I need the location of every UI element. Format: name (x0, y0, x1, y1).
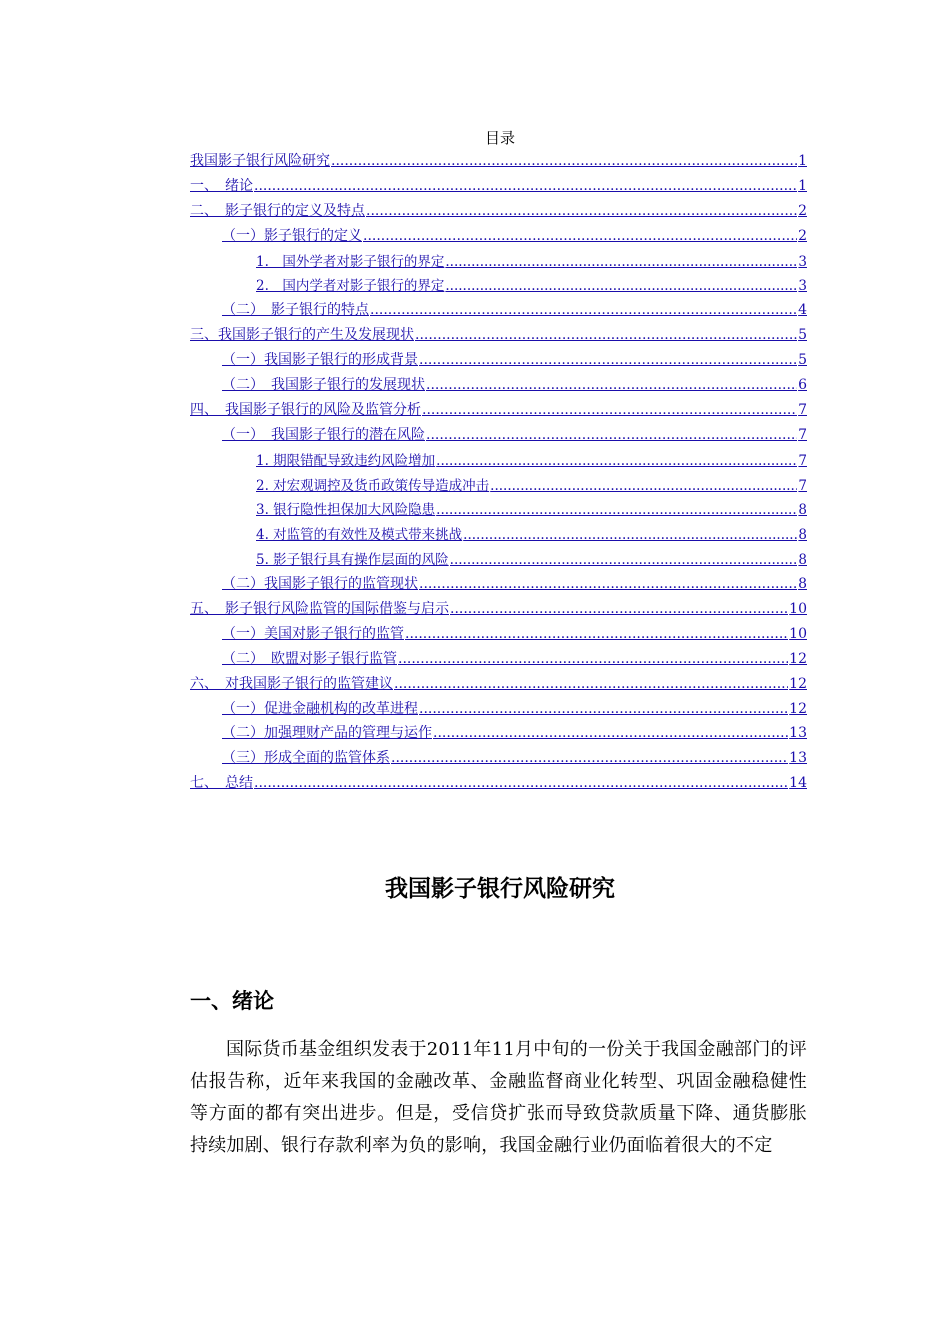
document-title: 我国影子银行风险研究 (385, 876, 615, 902)
toc-entry[interactable] (190, 772, 807, 797)
toc-entry-label: 2. 对宏观调控及货币政策传导造成冲击 (256, 477, 490, 494)
toc-dot-leader (419, 576, 797, 592)
toc-page-number: 8 (798, 552, 807, 569)
toc-entry-label: （一）影子银行的定义 (222, 227, 362, 244)
toc-entry-label: 三、我国影子银行的产生及发展现状 (190, 327, 414, 344)
toc-dot-leader (394, 676, 788, 692)
toc-page-number: 12 (789, 650, 807, 667)
toc-dot-leader (436, 502, 797, 518)
toc-page-number: 12 (789, 675, 807, 692)
toc-entry-label: 七、 总结 (190, 775, 253, 792)
toc-entry[interactable] (190, 523, 807, 548)
toc-page-number: 1 (798, 177, 807, 194)
toc-entry[interactable] (190, 598, 807, 623)
toc-entry[interactable] (190, 200, 807, 225)
toc-dot-leader (463, 527, 797, 543)
toc-page-number: 2 (798, 227, 807, 244)
toc-entry-label: 我国影子银行风险研究 (190, 153, 330, 169)
toc-entry-label: 5. 影子银行具有操作层面的风险 (256, 552, 449, 569)
toc-entry[interactable] (190, 399, 807, 424)
toc-entry-label: （一）美国对影子银行的监管 (222, 625, 404, 642)
toc-entry[interactable] (190, 548, 807, 573)
toc-entry[interactable] (190, 648, 807, 673)
body-paragraph: 国际货币基金组织发表于2011年11月中旬的一份关于我国金融部门的评估报告称，近年来我国的金融改革、金融监督商业化转型、巩固金融稳健性等方面的都有突出进步。但是，受信贷扩张而导致贷款质量下降、通货膨胀持续加剧、银行存款利率为负的影响，我国金融行业仍面临着很大的不定 (190, 1039, 807, 1156)
toc-page-number: 8 (798, 527, 807, 544)
toc-entry-label: （二） 欧盟对影子银行监管 (222, 650, 397, 667)
section-heading: 一、绪论 (190, 989, 274, 1013)
toc-entry[interactable] (190, 722, 807, 747)
toc-entry-label: 4. 对监管的有效性及模式带来挑战 (256, 527, 463, 544)
toc-entry-label: （一） 我国影子银行的潜在风险 (222, 426, 425, 443)
toc-page-number: 1 (798, 153, 807, 169)
toc-entry-label: （三）形成全面的监管体系 (222, 750, 390, 767)
toc-entry[interactable] (190, 150, 807, 175)
toc-page-number: 13 (789, 750, 807, 767)
toc-entry[interactable] (190, 225, 807, 250)
toc-entry-label: （二） 影子银行的特点 (222, 302, 369, 319)
toc-entry[interactable] (190, 498, 807, 523)
toc-entry[interactable] (190, 623, 807, 648)
toc-page-number: 3 (798, 278, 807, 295)
toc-entry[interactable] (190, 747, 807, 772)
toc-page-number: 5 (798, 327, 807, 344)
toc-entry[interactable] (190, 299, 807, 324)
toc-dot-leader (366, 203, 797, 219)
toc-entry[interactable] (190, 349, 807, 374)
toc-entry[interactable] (190, 698, 807, 723)
toc-entry-label: （一）促进金融机构的改革进程 (222, 700, 418, 717)
toc-entry-label: 二、 影子银行的定义及特点 (190, 202, 365, 219)
toc-entry[interactable] (190, 673, 807, 698)
toc-dot-leader (254, 775, 788, 791)
toc-page-number: 7 (798, 477, 807, 494)
toc-entry-label: 四、 我国影子银行的风险及监管分析 (190, 401, 421, 418)
toc-entry-label: 3. 银行隐性担保加大风险隐患 (256, 502, 436, 519)
toc-dot-leader (450, 601, 788, 617)
toc-entry[interactable] (190, 474, 807, 499)
toc-page-number: 13 (789, 725, 807, 742)
toc-dot-leader (426, 377, 797, 393)
toc-page-number: 5 (798, 352, 807, 369)
toc-entry-label: 1. 国外学者对影子银行的界定 (256, 253, 445, 270)
toc-dot-leader (445, 254, 797, 270)
toc-page-number: 7 (798, 401, 807, 418)
toc-dot-leader (422, 402, 797, 418)
toc-dot-leader (419, 701, 788, 717)
toc-dot-leader (433, 725, 788, 741)
toc-entry-label: 五、 影子银行风险监管的国际借鉴与启示 (190, 601, 449, 618)
toc-entry-label: 2. 国内学者对影子银行的界定 (256, 278, 445, 295)
toc-page-number: 10 (789, 601, 807, 618)
toc-page-number: 4 (798, 302, 807, 319)
toc-page-number: 8 (798, 576, 807, 593)
toc-entry-label: 1. 期限错配导致违约风险增加 (256, 452, 436, 469)
toc-page-number: 7 (798, 426, 807, 443)
toc-page-number: 6 (798, 377, 807, 394)
toc-dot-leader (391, 750, 788, 766)
toc-entry[interactable] (190, 274, 807, 299)
toc-entry-label: （二）我国影子银行的监管现状 (222, 576, 418, 593)
toc-page-number: 14 (789, 775, 807, 792)
toc-entry[interactable] (190, 250, 807, 275)
toc-entry-label: （二） 我国影子银行的发展现状 (222, 377, 425, 394)
toc-entry[interactable] (190, 449, 807, 474)
toc-page-number: 3 (798, 253, 807, 270)
toc-dot-leader (445, 278, 797, 294)
toc-dot-leader (331, 153, 797, 169)
toc-entry-label: 六、 对我国影子银行的监管建议 (190, 675, 393, 692)
toc-dot-leader (405, 626, 788, 642)
toc-dot-leader (419, 352, 797, 368)
toc-page-number: 2 (798, 202, 807, 219)
toc-entry-label: 一、 绪论 (190, 177, 253, 194)
toc-dot-leader (398, 651, 788, 667)
toc-dot-leader (363, 228, 797, 244)
toc-dot-leader (370, 302, 797, 318)
toc-dot-leader (436, 453, 797, 469)
toc-dot-leader (415, 327, 797, 343)
toc-dot-leader (254, 178, 797, 194)
toc-page-number: 12 (789, 700, 807, 717)
toc-dot-leader (426, 427, 797, 443)
toc-entry[interactable] (190, 424, 807, 449)
toc-page-number: 7 (798, 452, 807, 469)
table-of-contents (190, 150, 807, 797)
toc-entry[interactable] (190, 324, 807, 349)
toc-entry-label: （一）我国影子银行的形成背景 (222, 352, 418, 369)
toc-page-number: 10 (789, 625, 807, 642)
toc-entry-label: （二）加强理财产品的管理与运作 (222, 725, 432, 742)
toc-dot-leader (450, 552, 798, 568)
toc-dot-leader (490, 478, 797, 494)
toc-entry[interactable] (190, 573, 807, 598)
toc-title: 目录 (484, 129, 515, 147)
toc-entry[interactable] (190, 175, 807, 200)
toc-entry[interactable] (190, 374, 807, 399)
toc-page-number: 8 (798, 502, 807, 519)
